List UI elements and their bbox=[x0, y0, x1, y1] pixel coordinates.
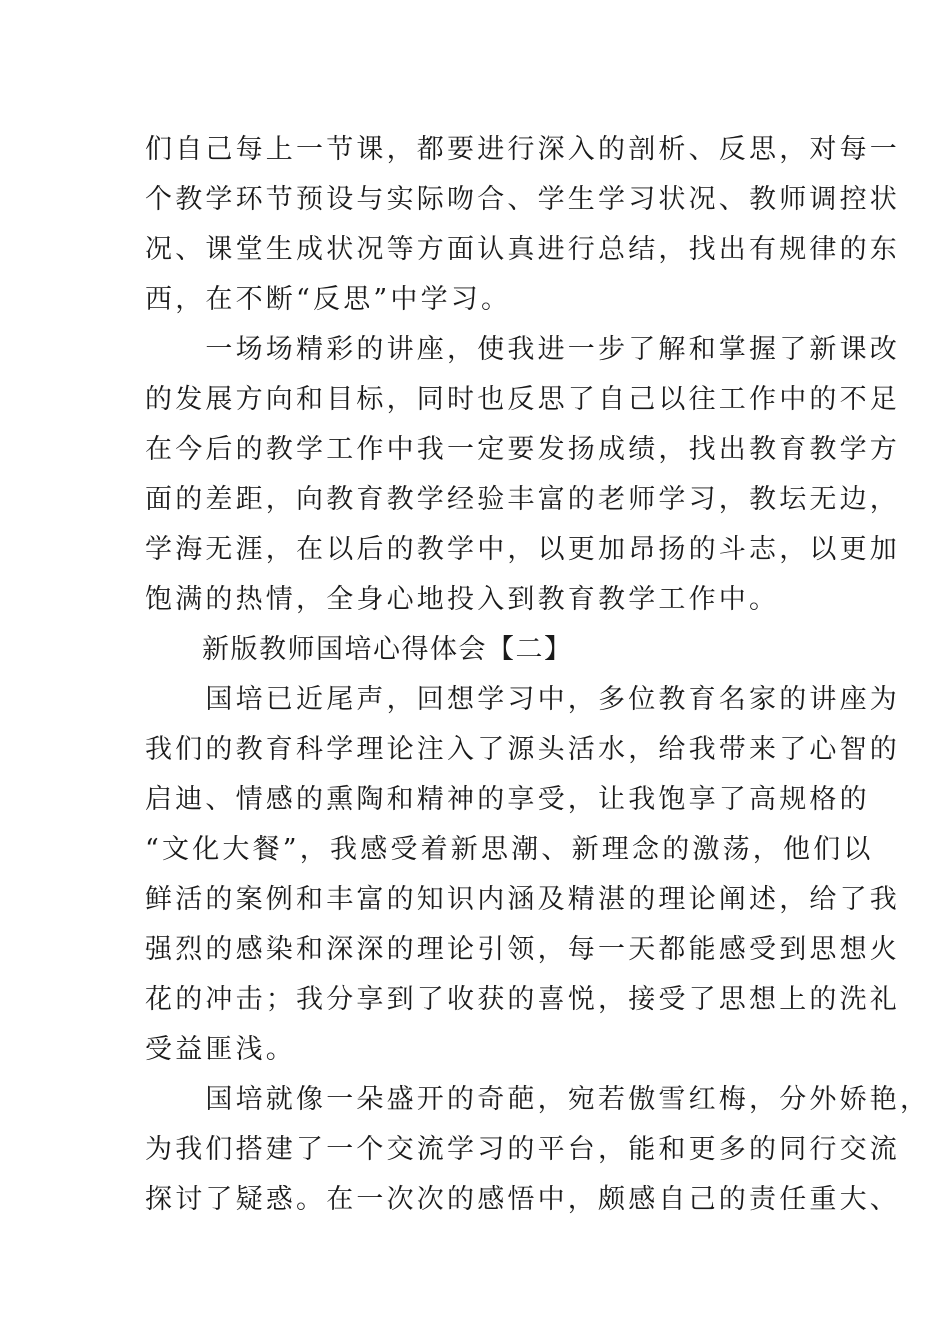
text-line: 个教学环节预设与实际吻合、学生学习状况、教师调控状 bbox=[145, 184, 900, 215]
text-line: 学海无涯，在以后的教学中，以更加昂扬的斗志，以更加 bbox=[145, 534, 900, 565]
text-line: 西，在不断“反思”中学习。 bbox=[145, 284, 512, 315]
text-line: 受益匪浅。 bbox=[145, 1034, 296, 1065]
section-heading: 新版教师国培心得体会【二】 bbox=[145, 634, 573, 665]
text-line: 启迪、情感的熏陶和精神的享受，让我饱享了高规格的 bbox=[145, 784, 870, 815]
text-line: 国培就像一朵盛开的奇葩，宛若傲雪红梅，分外娇艳， bbox=[145, 1084, 931, 1115]
text-line: “文化大餐”，我感受着新思潮、新理念的激荡，他们以 bbox=[145, 834, 874, 865]
text-line: 花的冲击；我分享到了收获的喜悦，接受了思想上的洗礼 bbox=[145, 984, 900, 1015]
text-line: 况、课堂生成状况等方面认真进行总结，找出有规律的东 bbox=[145, 234, 900, 265]
text-line: 国培已近尾声，回想学习中，多位教育名家的讲座为 bbox=[145, 684, 900, 715]
text-line: 鲜活的案例和丰富的知识内涵及精湛的理论阐述，给了我 bbox=[145, 884, 900, 915]
text-line: 面的差距，向教育教学经验丰富的老师学习，教坛无边， bbox=[145, 484, 900, 515]
text-line: 探讨了疑惑。在一次次的感悟中，颇感自己的责任重大、 bbox=[145, 1184, 900, 1215]
text-line: 一场场精彩的讲座，使我进一步了解和掌握了新课改 bbox=[145, 334, 900, 365]
text-line: 强烈的感染和深深的理论引领，每一天都能感受到思想火 bbox=[145, 934, 900, 965]
text-line: 的发展方向和目标，同时也反思了自己以往工作中的不足 bbox=[145, 384, 900, 415]
text-line: 在今后的教学工作中我一定要发扬成绩，找出教育教学方 bbox=[145, 434, 900, 465]
text-line: 们自己每上一节课，都要进行深入的剖析、反思，对每一 bbox=[145, 134, 900, 165]
text-line: 为我们搭建了一个交流学习的平台，能和更多的同行交流 bbox=[145, 1134, 900, 1165]
text-line: 饱满的热情，全身心地投入到教育教学工作中。 bbox=[145, 584, 780, 615]
text-line: 我们的教育科学理论注入了源头活水，给我带来了心智的 bbox=[145, 734, 900, 765]
